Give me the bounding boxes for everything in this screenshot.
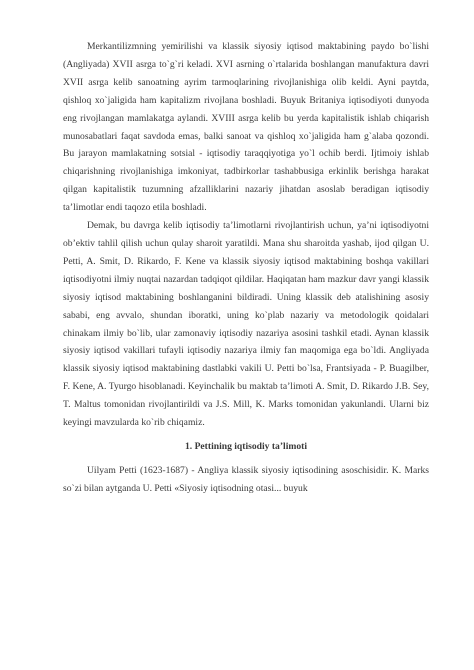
paragraph-2: Demak, bu davrga kelib iqtisodiy ta’limotlarni rivojlantirish uchun, ya’ni iqtisodiyotni ob’ektiv tahlil qilish uchun qulay sharoit yaratildi. Mana shu sharoitda yashab, ijod qilgan U. Petti, A. Smit, D. Rikardo, F. Kene va klassik siyosiy iqtisod maktabining boshqa vakillari iqtisodiyotni ilmiy nuqtai nazardan tadqiqot qildilar. Haqiqatan ham mazkur davr yangi klassik siyosiy iqtisod maktabining boshlanganini bildiradi. Uning klassik deb atalishining asosiy sababi, eng avvalo, shundan iboratki, uning ko`plab nazariy va metodologik qoidalari chinakam ilmiy bo`lib, ular zamonaviy iqtisodiy nazariya asosini tashkil etadi. Aynan klassik siyosiy iqtisod vakillari tufayli iqtisodiy nazariya ilmiy fan maqomiga ega bo`ldi. Angliyada klassik siyosiy iqtisod maktabining dastlabki vakili U. Petti bo`lsa, Frantsiyada - P. Buagilber, F. Kene, A. Tyurgo hisoblanadi. Keyinchalik bu maktab ta’limoti A. Smit, D. Rikardo J.B. Sey, T. Maltus tomonidan rivojlantirildi va J.S. Mill, K. Marks tomonidan yakunlandi. Ularni biz keyingi mavzularda ko`rib chiqamiz. <box>63 220 429 429</box>
paragraph-3: Uilyam Petti (1623-1687) - Angliya klassik siyosiy iqtisodining asoschisidir. K. Marks so`zi bilan aytganda U. Petti «Siyosiy iqtisodning otasi... buyuk <box>63 464 429 494</box>
paragraph-1: Merkantilizmning yemirilishi va klassik siyosiy iqtisod maktabining paydo bo`lishi (Angliyada) XVII asrga to`g`ri keladi. XVI asrning o`rtalarida boshlangan manufaktura davri XVII asrga kelib sanoatning ayrim tarmoqlarining rivojlanishiga olib keldi. Ayni paytda, qishloq xo`jaligida ham kapitalizm rivojlana boshladi. Buyuk Britaniya iqtisodiyoti dunyoda eng rivojlangan mamlakatga aylandi. XVIII asrga kelib bu yerda kapitalistik ishlab chiqarish munosabatlari faqat savdoda emas, balki sanoat va qishloq xo`jaligida ham g`alaba qozondi. Bu jarayon mamlakatning sotsial - iqtisodiy taraqqiyotiga yo`l ochib berdi. Ijtimoiy ishlab chiqarishning rivojlanishiga imkoniyat, tadbirkorlar tashabbusiga erkinlik berishga harakat qilgan kapitalistik tuzumning afzalliklarini nazariy jihatdan asoslab beradigan iqtisodiy ta’limotlar endi taqozo etila boshladi. <box>63 41 429 214</box>
section-heading: 1. Pettining iqtisodiy ta’limoti <box>184 440 308 452</box>
document-page <box>63 38 429 498</box>
